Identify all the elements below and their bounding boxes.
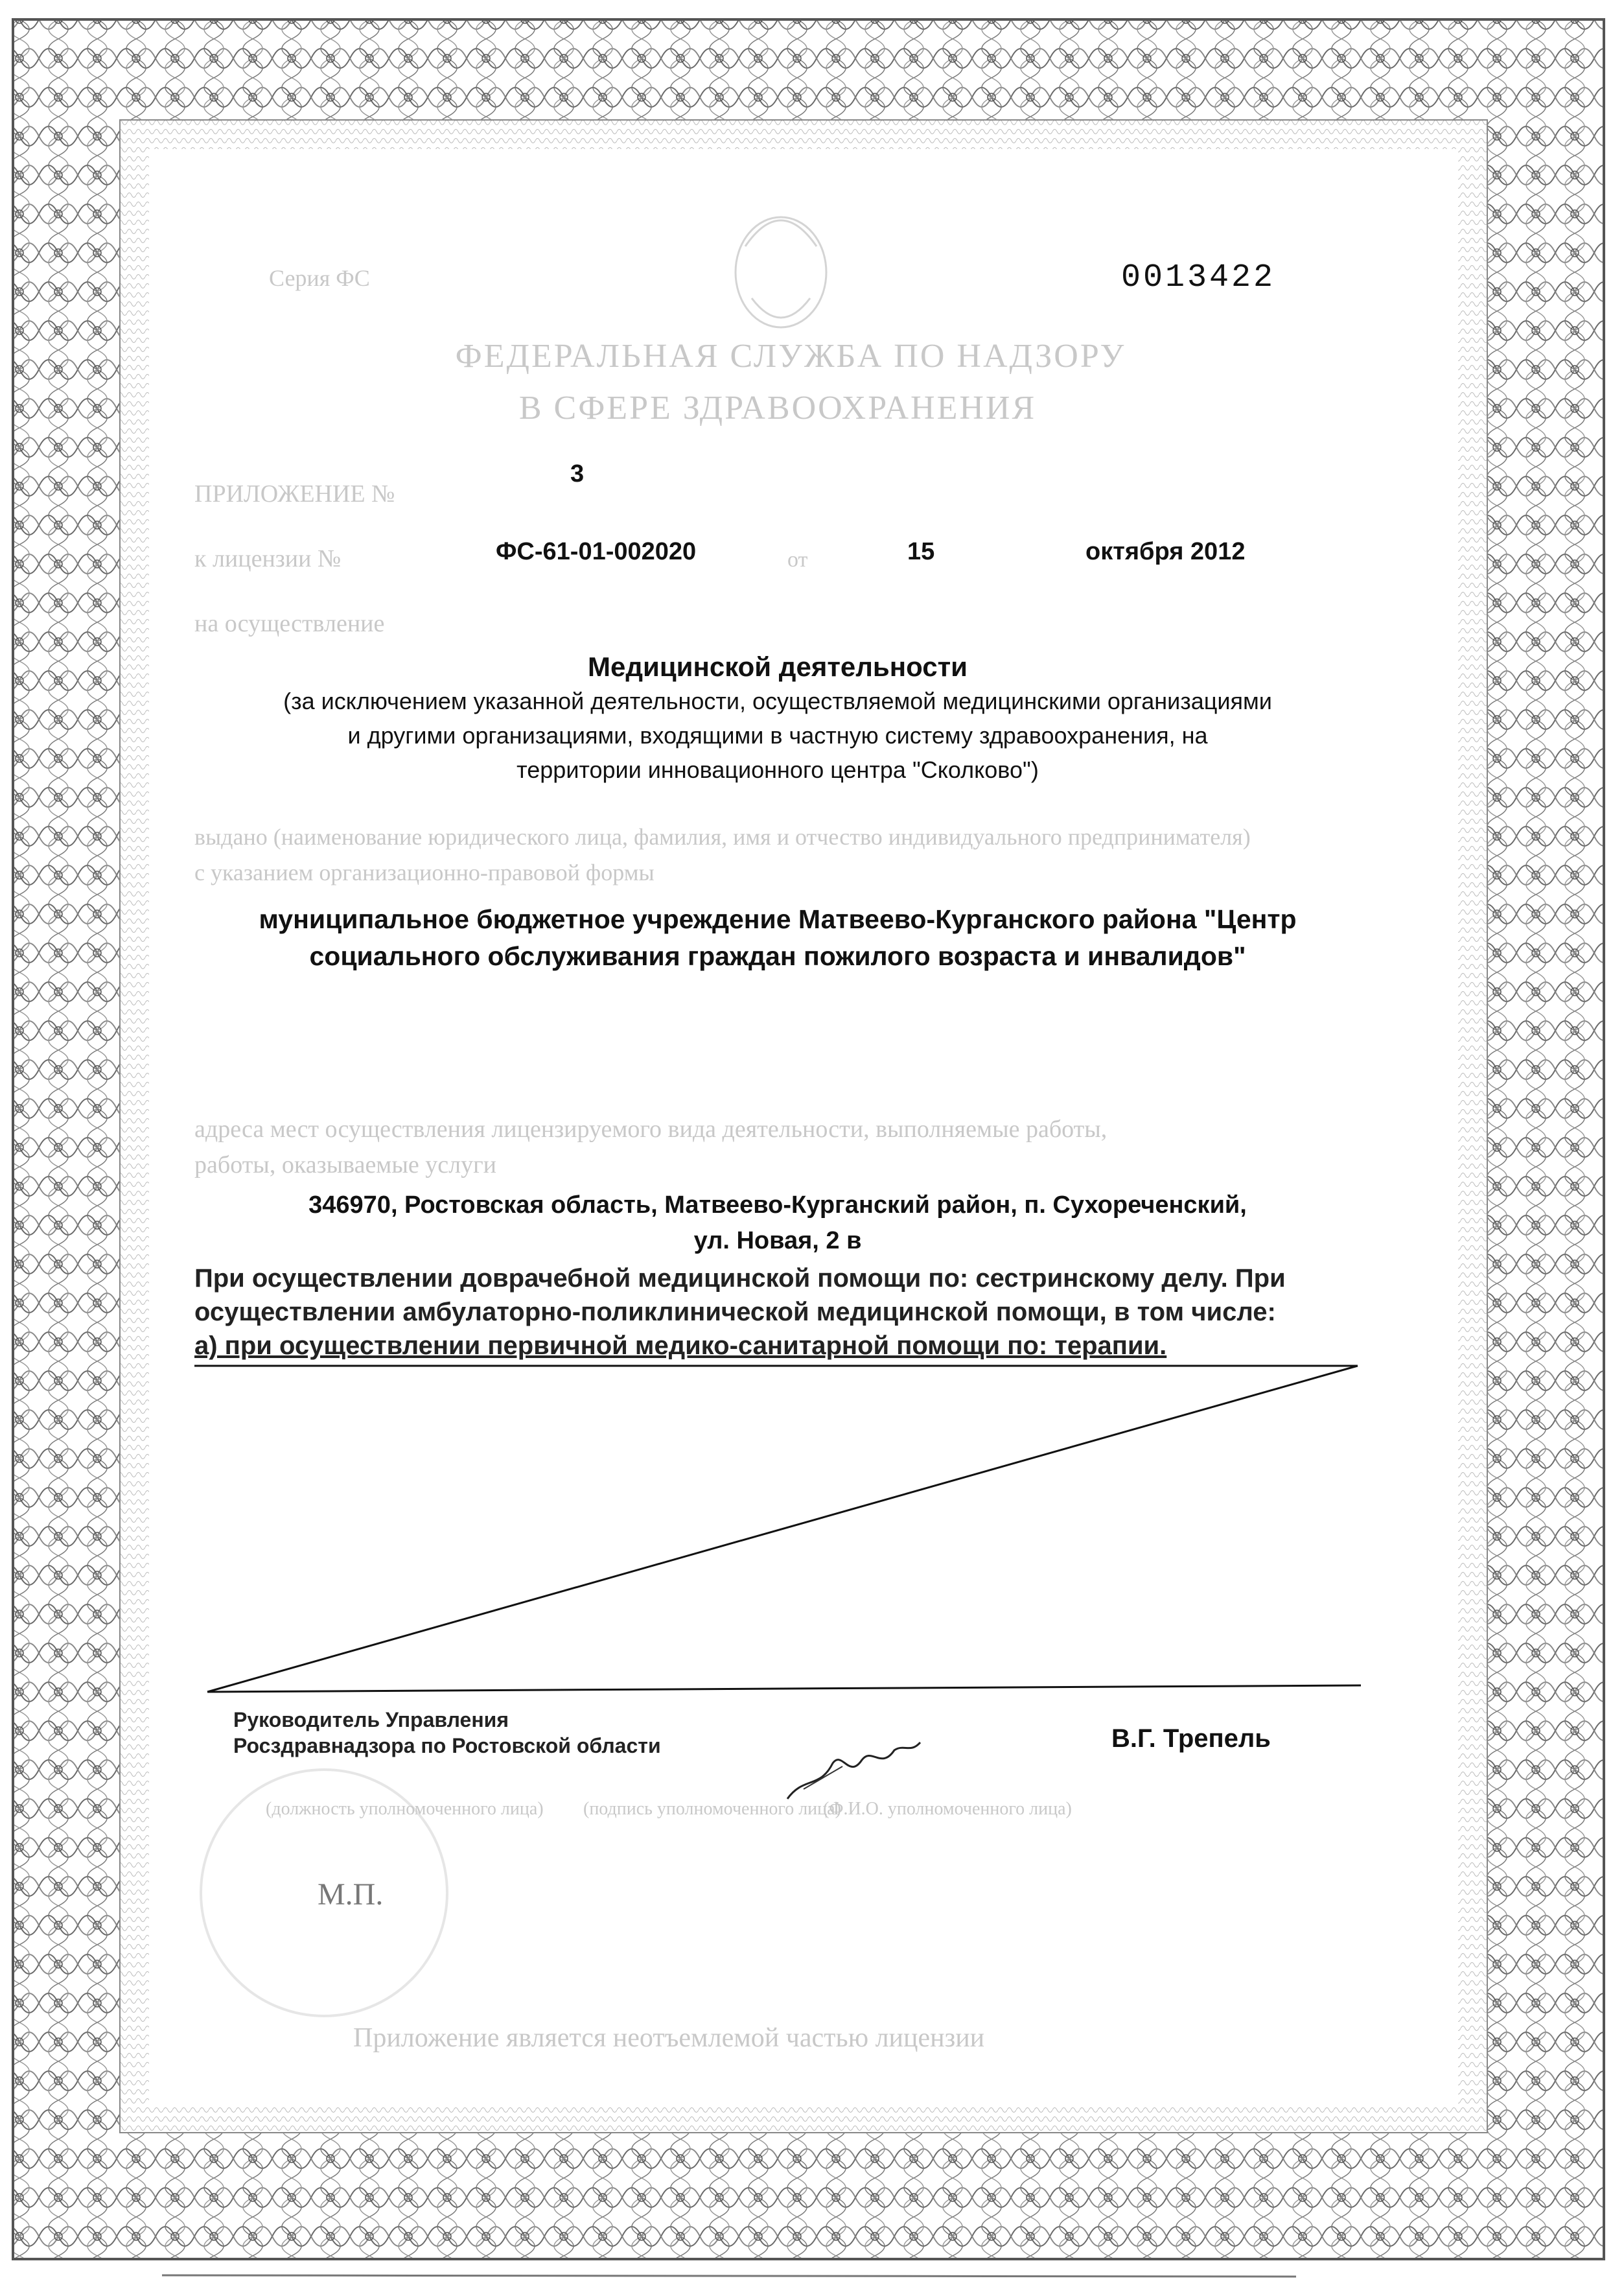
stamp-label: М.П. [318, 1877, 384, 1912]
appendix-label: ПРИЛОЖЕНИЕ № [194, 480, 395, 508]
address-label-1: адреса мест осуществления лицензируемого вида деятельности, выполняемые работы, [194, 1116, 1108, 1143]
organization-line: муниципальное бюджетное учреждение Матвеево-Курганского района "Центр [259, 904, 1297, 934]
organization-address [214, 1188, 1341, 1259]
appendix-number: 3 [570, 460, 585, 487]
appendix-note: Приложение является неотъемлемой частью лицензии [353, 2023, 985, 2053]
activity-description [194, 684, 1361, 787]
activity-desc-line: территории инновационного центра "Сколково") [516, 756, 1039, 783]
series-label: Серия ФС [269, 265, 370, 291]
sign-caption-signature: (подпись уполномоченного лица) [583, 1799, 841, 1819]
works-line [194, 1329, 1380, 1363]
issued-to-label-2: с указанием организационно-правовой формы [194, 860, 655, 885]
issue-day: 15 [907, 538, 935, 565]
works-line: осуществлении амбулаторно-поликлинической медицинской помощи, в том числе: [194, 1298, 1276, 1326]
works-line-underlined: а) при осуществлении первичной медико-санитарной помощи по: терапии. [194, 1331, 1167, 1360]
address-line: ул. Новая, 2 в [693, 1227, 862, 1254]
works-line: При осуществлении доврачебной медицинской помощи по: сестринскому делу. При [194, 1264, 1286, 1293]
header-line-2: В СФЕРЕ ЗДРАВООХРАНЕНИЯ [518, 390, 1037, 427]
issue-month-year: октября 2012 [1085, 538, 1246, 565]
license-number: ФС-61-01-002020 [496, 538, 697, 565]
signer-role-line: Росздравнадзора по Ростовской области [233, 1734, 661, 1757]
sign-caption-position: (должность уполномоченного лица) [266, 1799, 544, 1819]
activity-title: Медицинской деятельности [588, 651, 968, 682]
address-label-2: работы, оказываемые услуги [194, 1151, 497, 1178]
signer-role-line: Руководитель Управления [233, 1708, 509, 1731]
organization-line: социального обслуживания граждан пожилого возраста и инвалидов" [309, 941, 1246, 971]
issued-to-label-1: выдано (наименование юридического лица, фамилия, имя и отчество индивидуального предпринимателя) [194, 824, 1251, 850]
header-line-1: ФЕДЕРАЛЬНАЯ СЛУЖБА ПО НАДЗОРУ [455, 338, 1126, 375]
activity-desc-line: и другими организациями, входящими в частную систему здравоохранения, на [347, 722, 1208, 749]
organization-name [214, 901, 1341, 975]
activity-label: на осуществление [194, 610, 385, 637]
from-label: от [787, 548, 808, 572]
address-line: 346970, Ростовская область, Матвеево-Курганский район, п. Сухореченский, [308, 1191, 1247, 1219]
license-label: к лицензии № [194, 545, 342, 572]
signer-name: В.Г. Трепель [1111, 1724, 1271, 1753]
serial-number: 0013422 [1121, 259, 1276, 296]
sign-caption-name: (Ф.И.О. уполномоченного лица) [823, 1799, 1072, 1819]
activity-desc-line: (за исключением указанной деятельности, осуществляемой медицинскими организациями [283, 688, 1272, 714]
licensed-works [194, 1261, 1380, 1363]
signer-role [233, 1707, 661, 1759]
